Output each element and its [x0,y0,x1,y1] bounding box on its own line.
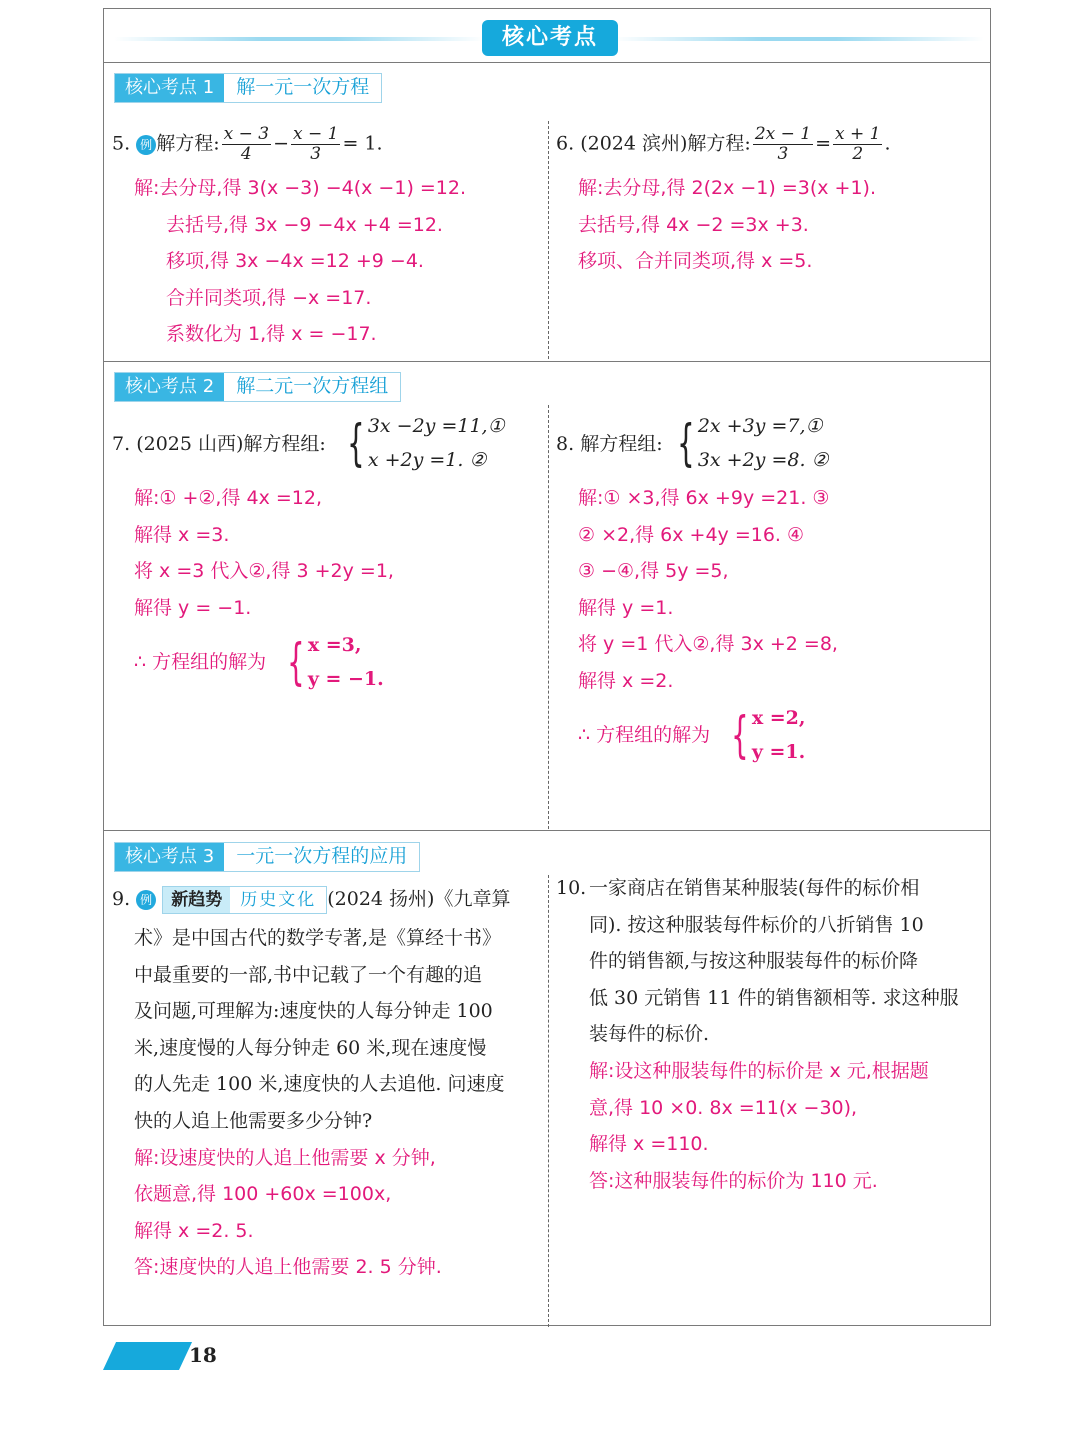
solution-line: 解得 x =2. [578,670,674,692]
solution-line: 解:① +②,得 4x =12, [134,487,323,509]
solution-line: 解得 y = −1. [134,597,252,619]
solution-line: 移项、合并同类项,得 x =5. [578,250,813,272]
section-tag-2 [114,372,401,402]
title-rule-right [614,37,984,41]
fraction: $\frac{x - 1}{3}$ [292,124,339,164]
text-line: 装每件的标价. [589,1023,710,1045]
section-name: 解二元一次方程组 [224,373,400,401]
section-number: 核心考点 2 [115,373,224,401]
equation: 2x +3y =7,① [697,415,823,437]
solution-line: 解:设速度快的人追上他需要 x 分钟, [134,1147,436,1169]
text-line: 一家商店在销售某种服装(每件的标价相 [589,877,920,899]
column-divider [548,405,549,829]
problem-number-10: 10. [556,877,587,899]
problem-9-body [134,920,542,1139]
divider [104,830,990,831]
fraction: $\frac{x + 1}{2}$ [835,124,881,164]
problem-8-statement [556,433,663,455]
page-title: 核心考点 [482,20,618,56]
column-divider [548,121,549,359]
text-line: 中最重要的一部,书中记载了一个有趣的追 [134,963,483,986]
section-name: 解一元一次方程 [224,74,381,102]
problem-number: 8. [556,433,575,455]
section-number: 核心考点 3 [115,843,224,871]
solution-line: 解得 x =3. [134,524,230,546]
section-tag-1 [114,73,382,103]
solution-line: 去括号,得 4x −2 =3x +3. [578,214,809,236]
answer-line: x =2, [751,707,806,729]
problem-prompt: 解方程: [156,132,220,155]
equation: x +2y =1. ② [367,449,487,471]
section-number: 核心考点 1 [115,74,224,102]
solution-line: ② ×2,得 6x +4y =16. ④ [578,524,805,546]
fraction: $\frac{2x - 1}{3}$ [754,124,812,164]
answer-line: x =3, [307,634,362,656]
problem-prompt: (2025 山西)解方程组: [136,433,326,455]
example-icon: 例 [136,135,156,155]
solution-line: 解:① ×3,得 6x +9y =21. ③ [578,487,830,509]
problem-10-body [589,870,987,1053]
divider [104,361,990,362]
problem-number: 6. [556,132,575,155]
page-number: 18 [189,1343,217,1367]
problem-number: 7. [112,433,131,455]
problem-text: (2024 扬州)《九章算 [327,888,511,910]
solution-line: 答:这种服装每件的标价为 110 元. [589,1170,878,1192]
solution-line: 系数化为 1,得 x = −17. [166,323,377,345]
page-tab [103,1342,192,1370]
solution-line: 答:速度快的人追上他需要 2. 5 分钟. [134,1256,442,1278]
solution-line: 合并同类项,得 −x =17. [166,287,372,309]
page-frame [103,8,991,1326]
fraction: $\frac{x - 3}{4}$ [223,124,270,164]
solution-line: 依题意,得 100 +60x =100x, [134,1183,392,1205]
text-line: 术》是中国古代的数学专著,是《算经十书》 [134,927,502,949]
brace: { [731,706,749,764]
column-divider [548,875,549,1327]
equation: 3x −2y =11,① [367,415,505,437]
solution-line: 解:去分母,得 2(2x −1) =3(x +1). [578,177,876,199]
equation-system [670,409,829,477]
section-name: 一元一次方程的应用 [224,843,419,871]
problem-number: 5. [112,132,131,155]
answer-system [724,701,806,769]
text-line: 的人先走 100 米,速度快的人去追他. 问速度 [134,1073,505,1095]
text-line: 低 30 元销售 11 件的销售额相等. 求这种服 [589,986,959,1009]
text-line: 件的销售额,与按这种服装每件的标价降 [589,950,919,972]
problem-prompt: (2024 滨州)解方程: [580,132,751,155]
example-icon: 例 [136,890,156,910]
solution-line: 意,得 10 ×0. 8x =11(x −30), [589,1097,858,1119]
solution-line: 移项,得 3x −4x =12 +9 −4. [166,250,424,272]
brace: { [347,414,365,472]
header [104,9,990,65]
answer-line: y =1. [751,741,806,763]
title-rule-left [114,37,484,41]
problem-prompt: 解方程组: [580,433,663,455]
text-line: 及问题,可理解为:速度快的人每分钟走 100 [134,1000,493,1022]
brace: { [677,414,695,472]
solution-line: 解得 x =2. 5. [134,1220,254,1242]
solution-line: ③ −④,得 5y =5, [578,560,729,582]
brace: { [287,633,305,691]
text-line: 快的人追上他需要多少分钟? [134,1109,373,1132]
problem-5-statement: 5. 例 解方程: $\frac{x - 3}{4}$ − $\frac{x - 1}{3}$ = 1. [112,124,383,164]
problem-9-header [112,886,510,914]
solution-line: 去括号,得 3x −9 −4x +4 =12. [166,214,443,236]
solution-line: 将 y =1 代入②,得 3x +2 =8, [578,633,838,655]
section-tag-3 [114,842,420,872]
text-line: 同). 按这种服装每件标价的八折销售 10 [589,913,924,936]
solution-line: 解:去分母,得 3(x −3) −4(x −1) =12. [134,177,467,199]
solution-line: 解:设这种服装每件的标价是 x 元,根据题 [589,1060,929,1082]
solution-line: 将 x =3 代入②,得 3 +2y =1, [134,560,394,582]
answer-system [280,628,384,696]
answer-line: y = −1. [307,668,384,690]
problem-6-statement: 6. (2024 滨州)解方程: $\frac{2x - 1}{3}$ = $\frac{x + 1}{2}$ . [556,124,891,164]
trend-badge: 新趋势 历史文化 [162,886,327,914]
solution-line: 解得 y =1. [578,597,674,619]
problem-number: 9. [112,888,131,910]
problem-7-statement [112,433,326,455]
text-line: 米,速度慢的人每分钟走 60 米,现在速度慢 [134,1036,487,1059]
solution-line: 解得 x =110. [589,1133,709,1155]
solution-conclusion: ∴ 方程组的解为 [134,651,267,673]
equation-system [340,409,505,477]
solution-conclusion: ∴ 方程组的解为 [578,724,711,746]
equation: 3x +2y =8. ② [697,449,829,471]
divider [104,62,990,63]
